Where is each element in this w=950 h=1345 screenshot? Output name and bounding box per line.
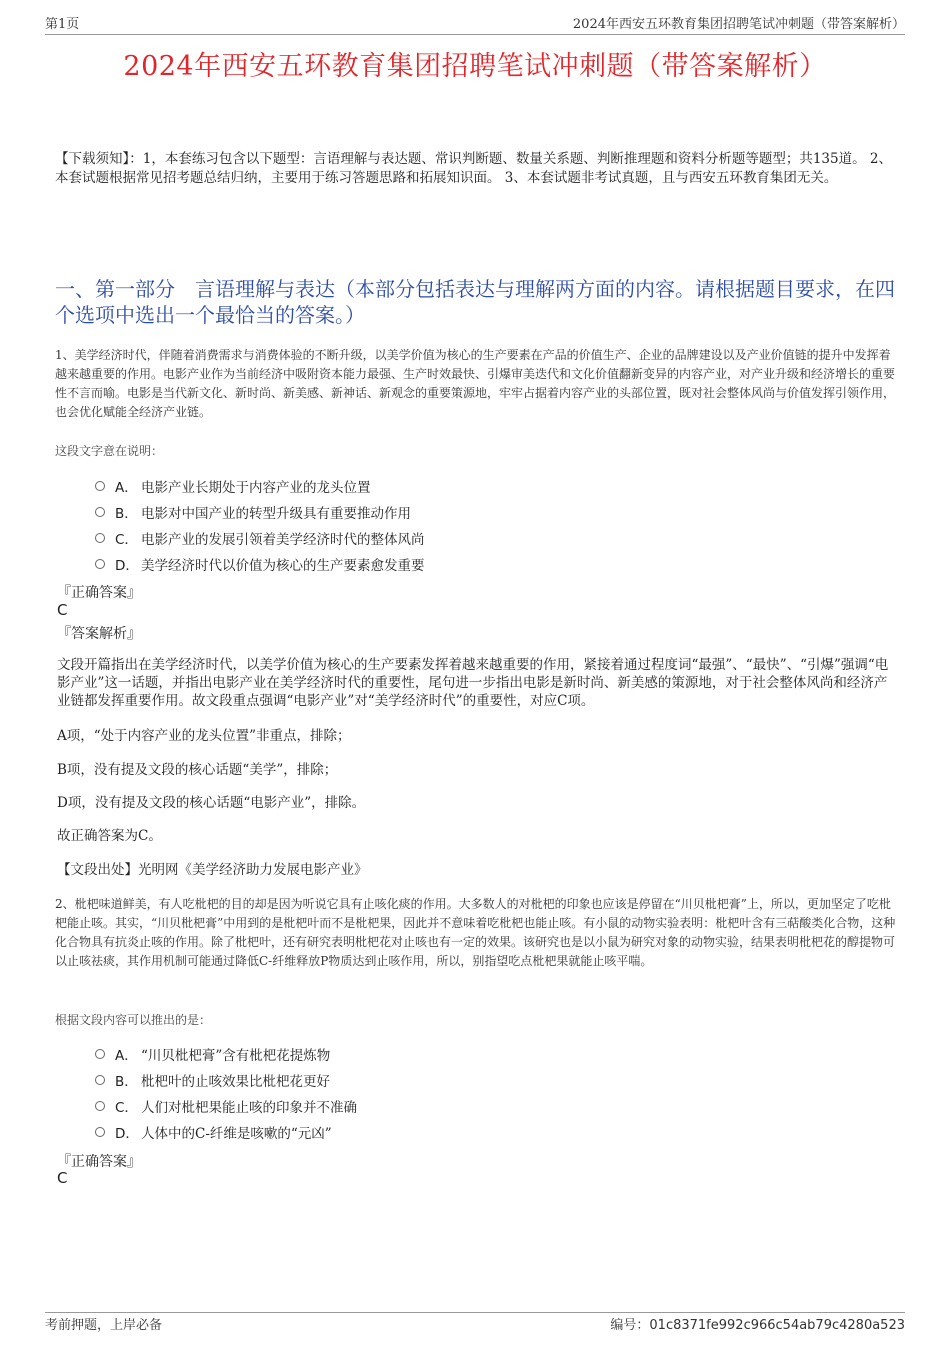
option-text: 人们对枇杷果能止咳的印象并不准确	[141, 1100, 357, 1116]
answer-label: 『正确答案』	[57, 585, 141, 601]
analysis-label: 『答案解析』	[57, 626, 141, 642]
option-text: 人体中的C-纤维是咳嗽的“元凶”	[141, 1126, 332, 1142]
option-text: 电影产业长期处于内容产业的龙头位置	[141, 480, 371, 496]
radio-icon[interactable]	[95, 507, 105, 517]
answer-value: C	[57, 601, 68, 619]
question-1-prompt: 这段文字意在说明：	[55, 444, 164, 458]
document-id: 编号：01c8371fe992c966c54ab79c4280a523	[610, 1318, 905, 1333]
option-b[interactable]: B． 枇杷叶的止咳效果比枇杷花更好	[95, 1067, 357, 1093]
page-number: 第1页	[45, 17, 80, 32]
option-b[interactable]: B． 电影对中国产业的转型升级具有重要推动作用	[95, 499, 425, 525]
option-text: “川贝枇杷膏”含有枇杷花提炼物	[141, 1048, 331, 1064]
option-a[interactable]: A． 电影产业长期处于内容产业的龙头位置	[95, 473, 425, 499]
answer-label: 『正确答案』	[57, 1154, 141, 1170]
footer-slogan: 考前押题，上岸必备	[45, 1318, 163, 1333]
option-text: 枇杷叶的止咳效果比枇杷花更好	[141, 1074, 330, 1090]
question-2-options	[95, 1041, 357, 1145]
question-1-options	[95, 473, 425, 577]
question-1-text: 1、美学经济时代，伴随着消费需求与消费体验的不断升级，以美学价值为核心的生产要素在产品的价值生产、企业的品牌建设以及产业价值链的提升中发挥着越来越重要的作用。电影产业作为当前经济中吸附资本能力最强、生产时效最快、引爆审美迭代和文化价值翻新变异的内容产业，对产业升级和经济增长的重要性不言而喻。电影是当代新文化、新时尚、新美感、新神话、新观念的重要策源地，牢牢占据着内容产业的头部位置，既对社会整体风尚与价值发挥引领作用，也会优化赋能全经济产业链。	[55, 348, 896, 419]
radio-icon[interactable]	[95, 1101, 105, 1111]
header-doc-title: 2024年西安五环教育集团招聘笔试冲刺题（带答案解析）	[572, 17, 905, 32]
option-text: 电影对中国产业的转型升级具有重要推动作用	[141, 506, 411, 522]
analysis-option-d: D项，没有提及文段的核心话题“电影产业”，排除。	[57, 795, 366, 811]
option-text: 电影产业的发展引领着美学经济时代的整体风尚	[141, 532, 425, 548]
option-d[interactable]: D． 美学经济时代以价值为核心的生产要素愈发重要	[95, 551, 425, 577]
analysis-option-b: B项，没有提及文段的核心话题“美学”，排除；	[57, 762, 338, 778]
option-d[interactable]: D． 人体中的C-纤维是咳嗽的“元凶”	[95, 1119, 357, 1145]
analysis-conclusion: 故正确答案为C。	[57, 828, 162, 844]
radio-icon[interactable]	[95, 1049, 105, 1059]
document-title: 2024年西安五环教育集团招聘笔试冲刺题（带答案解析）	[123, 51, 827, 82]
radio-icon[interactable]	[95, 559, 105, 569]
radio-icon[interactable]	[95, 1127, 105, 1137]
page-footer	[45, 1312, 905, 1333]
page-header	[45, 12, 905, 35]
option-c[interactable]: C． 电影产业的发展引领着美学经济时代的整体风尚	[95, 525, 425, 551]
analysis-paragraph: 文段开篇指出在美学经济时代，以美学价值为核心的生产要素发挥着越来越重要的作用，紧接着通过程度词“最强”、“最快”、“引爆”强调“电影产业”这一话题，并指出电影产业在美学经济时代的重要性，尾句进一步指出电影是新时尚、新美感的策源地，对于社会整体风尚和经济产业链都发挥重要作用。故文段重点强调“电影产业”对“美学经济时代”的重要性，对应C项。	[57, 657, 889, 709]
analysis-option-a: A项，“处于内容产业的龙头位置”非重点，排除；	[57, 728, 351, 744]
option-a[interactable]: A． “川贝枇杷膏”含有枇杷花提炼物	[95, 1041, 357, 1067]
radio-icon[interactable]	[95, 1075, 105, 1085]
radio-icon[interactable]	[95, 533, 105, 543]
question-2-prompt: 根据文段内容可以推出的是：	[55, 1013, 212, 1027]
passage-source: 【文段出处】光明网《美学经济助力发展电影产业》	[57, 862, 368, 878]
section-heading: 一、第一部分 言语理解与表达（本部分包括表达与理解两方面的内容。请根据题目要求，在四个选项中选出一个最恰当的答案。）	[55, 277, 895, 327]
option-c[interactable]: C． 人们对枇杷果能止咳的印象并不准确	[95, 1093, 357, 1119]
question-2-text: 2、枇杷味道鲜美，有人吃枇杷的目的却是因为听说它具有止咳化痰的作用。大多数人的对枇杷的印象也应该是停留在“川贝枇杷膏”上，所以，更加坚定了吃枇杷能止咳。其实，“川贝枇杷膏”中用到的是枇杷叶而不是枇杷果，因此并不意味着吃枇杷也能止咳。有小鼠的动物实验表明：枇杷叶含有三萜酸类化合物，这种化合物具有抗炎止咳的作用。除了枇杷叶，还有研究表明枇杷花对止咳也有一定的效果。该研究也是以小鼠为研究对象的动物实验，结果表明枇杷花的醇提物可以止咳祛痰，其作用机制可能通过降低C-纤维释放P物质达到止咳作用，所以，别指望吃点枇杷果就能止咳平喘。	[55, 897, 896, 968]
option-text: 美学经济时代以价值为核心的生产要素愈发重要	[141, 558, 425, 574]
download-notice: 【下载须知】：1，本套练习包含以下题型：言语理解与表达题、常识判断题、数量关系题、判断推理题和资料分析题等题型；共135道。 2、本套试题根据常见招考题总结归纳，主要用于练习答题思路和拓展知识面。 3、本套试题非考试真题，且与西安五环教育集团无关。	[55, 151, 892, 186]
radio-icon[interactable]	[95, 481, 105, 491]
answer-value: C	[57, 1169, 68, 1187]
